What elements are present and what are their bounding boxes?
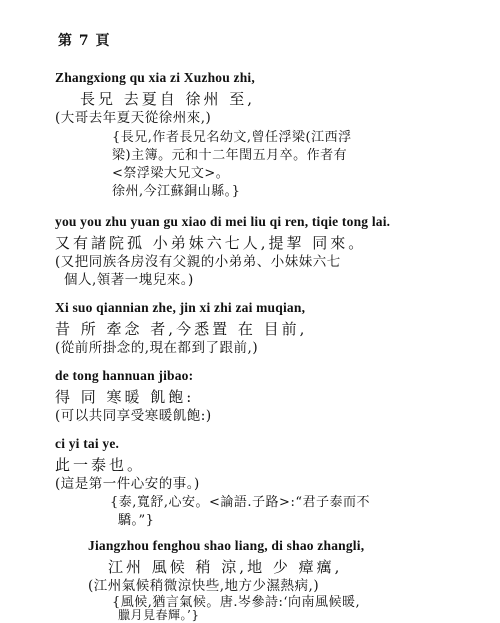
hanzi-line: 長兄 去夏自 徐州 至, — [80, 90, 256, 108]
hanzi-line: 又有諸院孤 小弟妹六七人,提挈 同來。 — [55, 234, 367, 252]
pinyin-line: Zhangxiong qu xia zi Xuzhou zhi, — [55, 70, 255, 85]
translation-line: (可以共同享受寒暖飢飽:) — [55, 408, 212, 424]
pinyin-line: de tong hannuan jibao: — [55, 368, 194, 383]
translation-line: (江州氣候稍微涼快些,地方少濕熱病,) — [88, 578, 320, 594]
page-number: 第 7 頁 — [58, 33, 111, 49]
note-line: {風候,猶言氣候。唐.岑參詩:‘向南風候暖, — [112, 595, 361, 610]
note-line: {長兄,作者長兄名幼文,曾任浮梁(江西浮 — [112, 130, 352, 145]
hanzi-line: 江州 風候 稍 涼,地 少 瘴癘, — [108, 558, 343, 576]
translation-line: (又把同族各房沒有父親的小弟弟、小妹妹六七 — [55, 254, 341, 270]
note-line: 徐州,今江蘇銅山縣。} — [112, 184, 241, 199]
pinyin-line: you you zhu yuan gu xiao di mei liu qi ren, tiqie tong lai. — [55, 214, 391, 229]
translation-line: (從前所掛念的,現在都到了跟前,) — [55, 340, 259, 356]
translation-line: (這是第一件心安的事。) — [55, 476, 200, 492]
translation-line: 個人,領著一塊兒來。) — [64, 272, 194, 288]
hanzi-line: 此一泰也。 — [55, 456, 146, 474]
note-line: 臘月見春輝。’} — [118, 608, 200, 622]
note-line: <祭浮梁大兄文>。 — [112, 166, 230, 181]
hanzi-line: 昔 所 牽念 者,今悉置 在 目前, — [55, 320, 308, 338]
pinyin-line: Xi suo qiannian zhe, jin xi zhi zai muqian, — [55, 300, 306, 315]
pinyin-line: Jiangzhou fenghou shao liang, di shao zhangli, — [88, 538, 365, 553]
hanzi-line: 得 同 寒暖 飢飽: — [55, 388, 195, 406]
note-line: 驕。”} — [118, 513, 155, 528]
note-line: {泰,寬舒,心安。<論語.子路>:“君子泰而不 — [110, 495, 370, 510]
translation-line: (大哥去年夏天從徐州來,) — [55, 110, 212, 126]
note-line: 梁)主簿。元和十二年閏五月卒。作者有 — [112, 148, 348, 163]
pinyin-line: ci yi tai ye. — [55, 436, 120, 451]
